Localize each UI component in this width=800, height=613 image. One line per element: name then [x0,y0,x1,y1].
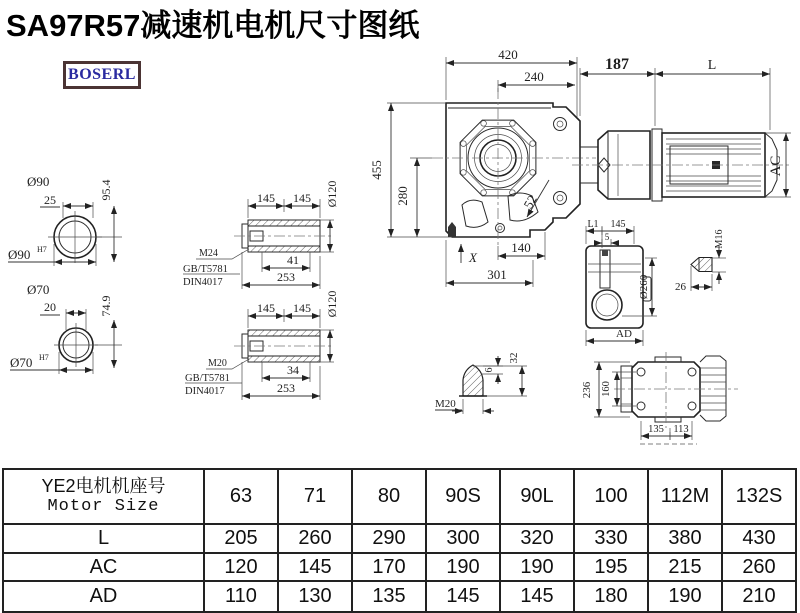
table-cell-AC-80: 170 [353,554,427,582]
dim-236: 236 [581,381,593,399]
dim-280: 280 [395,186,410,206]
dim-420: 420 [498,47,518,62]
dim-52: 52 [520,192,540,212]
fit-70-base: Ø70 [10,355,33,370]
table-header-frame-100: 100 [575,470,649,525]
table-cell-AC-100: 195 [575,554,649,582]
gearbox-side-view [586,219,657,346]
label-m20-plug: M20 [435,398,456,410]
table-header-frame-63: 63 [205,470,279,525]
dim-sleevetop-145b: 145 [293,191,311,205]
label-gbt-bot: GB/T5781 [185,373,230,384]
plug-m20-detail [435,353,527,415]
label-din-top: DIN4017 [183,277,223,288]
dim-x: X [469,250,477,265]
table-cell-AC-71: 145 [279,554,353,582]
table-header-frame-132S: 132S [723,470,797,525]
shaft-section-70 [10,282,122,374]
table-row-label-AC: AC [4,554,205,582]
table-row-label-L: L [4,525,205,554]
gearbox-top-view [581,352,738,444]
table-cell-L-112M: 380 [649,525,723,554]
motor-table [2,468,797,613]
dim-AD: AD [616,328,632,340]
table-cell-L-63: 205 [205,525,279,554]
table-cell-L-71: 260 [279,525,353,554]
table-cell-AD-112M: 190 [649,582,723,613]
dim-32: 32 [508,352,520,364]
sleeve-m20 [185,291,339,400]
dim-sleevebot-145a: 145 [257,301,275,315]
table-cell-L-90L: 320 [501,525,575,554]
dim-dia260: Ø260 [638,274,650,300]
dim-h954: 95.4 [99,179,113,201]
table-cell-AC-132S: 260 [723,554,797,582]
dim-sleevetop-41: 41 [287,253,299,267]
table-cell-L-80: 290 [353,525,427,554]
dim-455: 455 [369,160,384,180]
dim-160: 160 [601,381,612,397]
dim-135: 135 [648,424,664,435]
gearbox-front-view [369,47,599,287]
dim-240: 240 [524,69,544,84]
table-header-frame-90L: 90L [501,470,575,525]
label-m16: M16 [714,229,725,249]
table-cell-AC-90S: 190 [427,554,501,582]
dim-sleevebot-253: 253 [277,381,295,395]
dim-side-5: 5 [604,232,610,242]
dim-h749: 74.9 [99,295,113,317]
label-m24: M24 [199,248,218,259]
dim-sleevebot-145b: 145 [293,301,311,315]
table-cell-L-90S: 300 [427,525,501,554]
dim-side-145: 145 [610,219,626,230]
dim-6: 6 [484,367,495,373]
table-cell-AD-100: 180 [575,582,649,613]
table-header-frame-112M: 112M [649,470,723,525]
table-cell-AC-90L: 190 [501,554,575,582]
label-m20-sleeve: M20 [208,358,227,369]
table-cell-AC-63: 120 [205,554,279,582]
table-header-motor-size: YE2电机机座号 Motor Size [4,470,205,525]
table-header-frame-80: 80 [353,470,427,525]
fit-70-sup: H7 [39,353,49,362]
page-title: SA97R57减速机电机尺寸图纸 [6,8,420,43]
label-gbt-top: GB/T5781 [183,264,228,275]
shaft-section-90 [8,174,122,266]
dim-sleevebot-dia: Ø120 [325,290,339,318]
label-din-bot: DIN4017 [185,386,225,397]
dim-dia90: Ø90 [27,174,50,189]
dim-sleevebot-34: 34 [287,363,299,377]
table-cell-L-132S: 430 [723,525,797,554]
dim-keyw90: 25 [44,193,56,207]
table-cell-AC-112M: 215 [649,554,723,582]
dim-L1: L1 [587,219,599,230]
table-cell-L-100: 330 [575,525,649,554]
dim-L: L [707,58,717,73]
table-cell-AD-80: 135 [353,582,427,613]
table-row-label-AD: AD [4,582,205,613]
table-header-frame-90S: 90S [427,470,501,525]
dim-301: 301 [487,267,507,282]
motor-side-view [572,56,792,201]
table-cell-AD-90S: 145 [427,582,501,613]
table-header-frame-71: 71 [279,470,353,525]
fit-90-base: Ø90 [8,247,31,262]
dim-AC: AC [768,155,784,177]
dim-140: 140 [511,240,531,255]
dim-sleevetop-145a: 145 [257,191,275,205]
table-cell-AD-63: 110 [205,582,279,613]
table-cell-AD-132S: 210 [723,582,797,613]
table-cell-AD-71: 130 [279,582,353,613]
dim-26: 26 [675,281,686,293]
dim-113: 113 [673,424,689,435]
table-cell-AD-90L: 145 [501,582,575,613]
dim-keyw70: 20 [44,300,56,314]
brand-logo: BOSERL [63,61,141,89]
dim-sleevetop-253: 253 [277,270,295,284]
dim-187: 187 [605,56,629,73]
bolt-m16-detail [675,230,726,293]
dim-dia70: Ø70 [27,282,50,297]
fit-90-sup: H7 [37,245,47,254]
sleeve-m24 [183,181,339,289]
dim-sleevetop-dia: Ø120 [325,180,339,208]
